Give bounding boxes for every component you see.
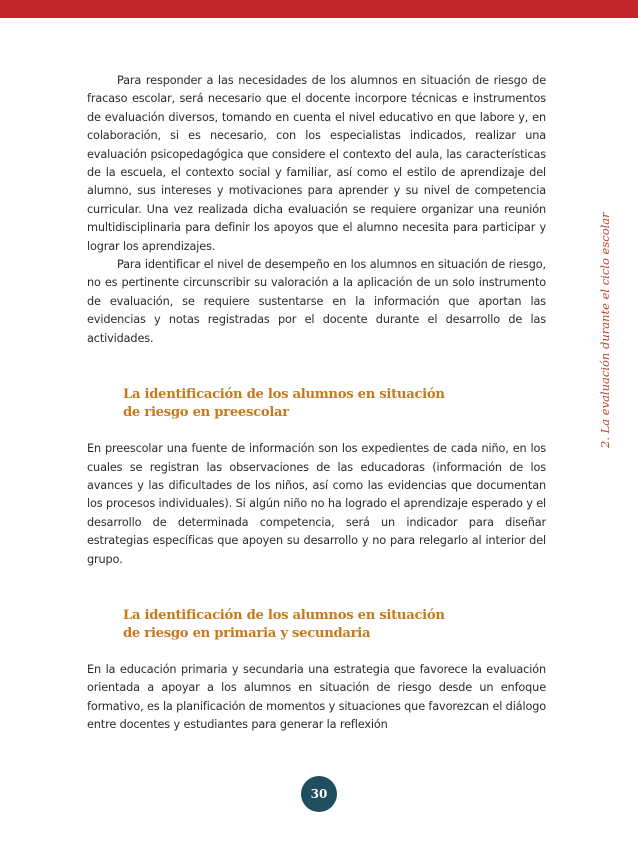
paragraph-primaria-secundaria: En la educación primaria y secundaria una estrategia que favorece la evaluación orientada a apoyar a los alumnos en situación de riesgo desde un enfoque formativo, es la planificación de momentos y situaciones que favorezcan el diálogo entre docentes y estudiantes para generar la reflexión [87, 662, 546, 732]
paragraph-preescolar: En preescolar una fuente de información son los expedientes de cada niño, en los cuales se registran las observaciones de las educadoras (información de los avances y las dificultades de los niños, así como las evidencias que documentan los procesos individuales). Si algún niño no ha logrado el aprendizaje esperado y el desarrollo de determinada competencia, será un indicador para diseñar estrategias específicas que apoyen su desarrollo y no para relegarlo al interior del grupo. [87, 442, 546, 566]
paragraph-intro: Para responder a las necesidades de los alumnos en situación de riesgo de fracaso escolar, será necesario que el docente incorpore técnicas e instrumentos de evaluación diversos, tomando en cuenta el nivel educativo en que labore y, en colaboración, si es necesario, con los especialistas indicados, realizar una evaluación psicopedagógica que considere el contexto del aula, las características de la escuela, el contexto social y familiar, así como el estilo de aprendizaje del alumno, sus intereses y motivaciones para aprender y su nivel de competencia curricular. Una vez realizada dicha evaluación se requiere organizar una reunión multidisciplinaria para definir los apoyos que el alumno necesita para participar y lograr los aprendizajes. [87, 74, 546, 253]
heading-primaria-line2: de riesgo en primaria y secundaria [123, 625, 371, 641]
heading-preescolar-line2: de riesgo en preescolar [123, 405, 289, 421]
heading-preescolar-line1: La identificación de los alumnos en situación [123, 387, 445, 403]
heading-primaria-line1: La identificación de los alumnos en situación [123, 607, 445, 623]
chapter-side-label: 2. La evaluación durante el ciclo escolar [598, 212, 612, 448]
top-color-bar [0, 0, 638, 18]
heading-preescolar [87, 386, 546, 422]
page-content [87, 72, 546, 735]
page-number-badge: 30 [301, 776, 337, 812]
paragraph-identification: Para identificar el nivel de desempeño en los alumnos en situación de riesgo, no es pertinente circunscribir su valoración a la aplicación de un solo instrumento de evaluación, se requiere sustentarse en la información que aportan las evidencias y notas registradas por el docente durante el desarrollo de las actividades. [87, 258, 546, 345]
heading-primaria-secundaria [87, 607, 546, 643]
